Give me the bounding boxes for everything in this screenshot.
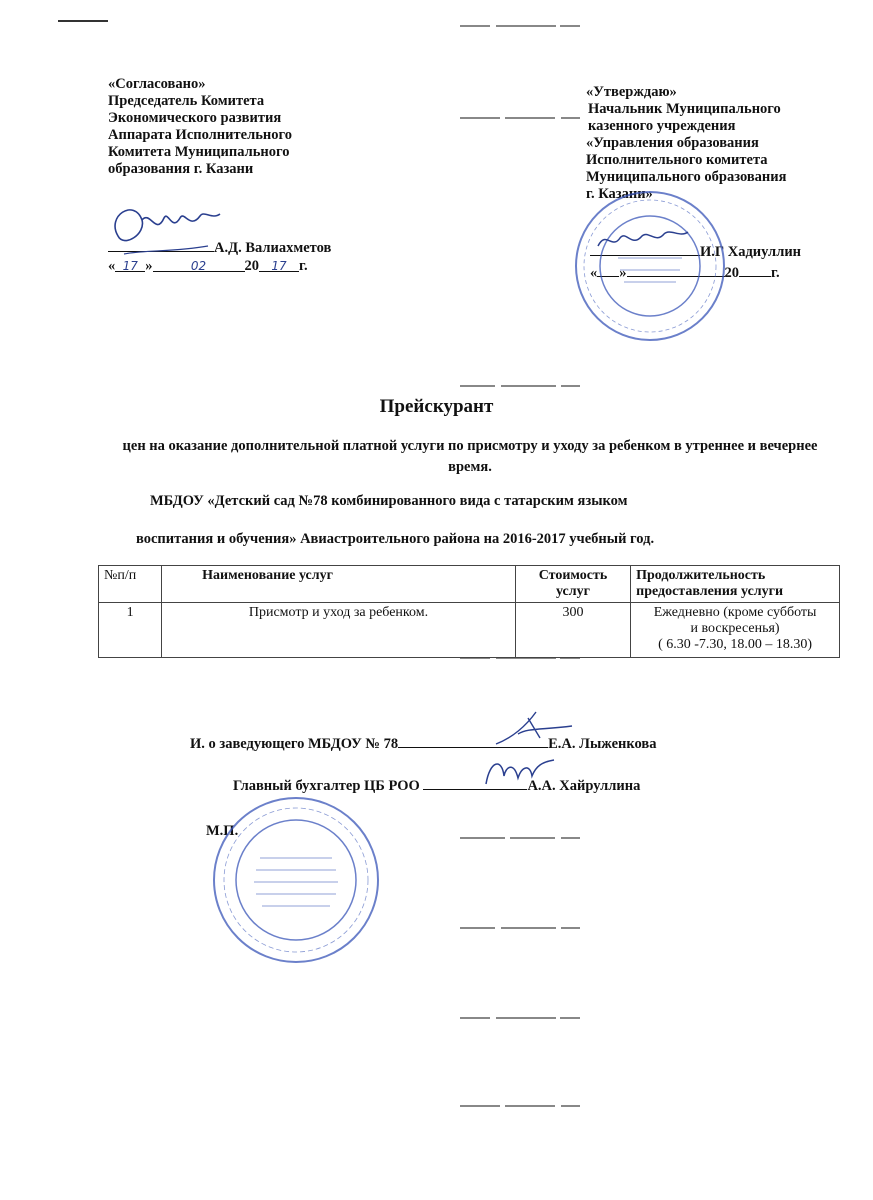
scan-dash	[460, 24, 580, 27]
organization-line: МБДОУ «Детский сад №78 комбинированного вида с татарским языком	[150, 493, 628, 509]
price-table	[98, 565, 840, 658]
approved-line: Муниципального образования	[586, 169, 787, 185]
scan-dash	[460, 384, 580, 387]
signature-khadiullin-icon	[592, 220, 692, 256]
scan-dash	[460, 1104, 580, 1107]
date-suffix: г.	[299, 258, 308, 274]
column-header: Наименование услуг	[162, 566, 516, 603]
service-duration	[631, 603, 840, 658]
head-signature-line	[190, 734, 657, 753]
agreed-line: Аппарата Исполнительного	[108, 127, 292, 143]
approved-signer: И.Г Хадиуллин	[700, 244, 802, 260]
kindergarten-stamp-icon	[208, 792, 384, 968]
date-year: 17	[271, 259, 287, 273]
signature-khayrullina-icon	[480, 752, 560, 792]
duration-line: и воскресенья)	[690, 621, 780, 636]
approved-line: г. Казани»	[586, 186, 653, 202]
date-open-quote: «	[590, 265, 598, 281]
agreed-block	[108, 76, 292, 178]
scan-dash	[460, 116, 580, 119]
scan-dash	[460, 836, 580, 839]
scan-dash	[460, 926, 580, 929]
page-title: Прейскурант	[379, 396, 494, 417]
service-cost: 300	[515, 603, 630, 658]
organization-line: воспитания и обучения» Авиастроительного района на 2016-2017 учебный год.	[136, 531, 655, 547]
date-suffix: г.	[771, 265, 780, 281]
table-header-row	[99, 566, 840, 603]
agreed-line: образования г. Казани	[108, 161, 254, 177]
row-number: 1	[99, 603, 162, 658]
column-header: Стоимость услуг	[515, 566, 630, 603]
corner-mark	[58, 20, 108, 22]
signature-valiakhmetov-icon	[104, 196, 224, 266]
accountant-name: А.А. Хайруллина	[527, 778, 641, 794]
seal-place: М.П.	[206, 823, 239, 839]
date-year-prefix: 20	[244, 258, 259, 274]
scan-dash	[460, 1016, 580, 1019]
head-name: Е.А. Лыженкова	[548, 736, 657, 752]
head-label: И. о заведующего МБДОУ № 78	[190, 736, 399, 752]
duration-line: ( 6.30 -7.30, 18.00 – 18.30)	[658, 637, 813, 652]
service-name: Присмотр и уход за ребенком.	[162, 603, 516, 658]
education-department-stamp-icon	[570, 186, 730, 346]
page-subtitle: цен на оказание дополнительной платной услуги по присмотру и уходу за ребенком в утреннее и вечернее время.	[122, 438, 818, 475]
date-close-quote: »	[619, 265, 627, 281]
approved-line: Начальник Муниципального	[588, 101, 781, 117]
agreed-line: Экономического развития	[108, 110, 282, 126]
approved-line: «Утверждаю»	[586, 84, 677, 100]
date-close-quote: »	[145, 258, 153, 274]
column-header: №п/п	[99, 566, 162, 603]
date-day: 17	[122, 259, 138, 273]
agreed-line: Председатель Комитета	[108, 93, 265, 109]
date-month: 02	[190, 259, 207, 273]
accountant-label: Главный бухгалтер ЦБ РОО	[233, 778, 420, 794]
agreed-line: «Согласовано»	[108, 76, 206, 92]
column-header: Продолжительность предоставления услуги	[631, 566, 840, 603]
duration-line: Ежедневно (кроме субботы	[653, 605, 817, 620]
signature-lyzhenkova-icon	[488, 704, 578, 750]
agreed-signer: А.Д. Валиахметов	[214, 240, 332, 256]
approved-line: «Управления образования	[586, 135, 759, 151]
date-open-quote: «	[108, 258, 116, 274]
approved-line: казенного учреждения	[588, 118, 736, 134]
table-row	[99, 603, 840, 658]
agreed-line: Комитета Муниципального	[108, 144, 290, 160]
date-year-prefix: 20	[724, 265, 739, 281]
approved-line: Исполнительного комитета	[586, 152, 768, 168]
